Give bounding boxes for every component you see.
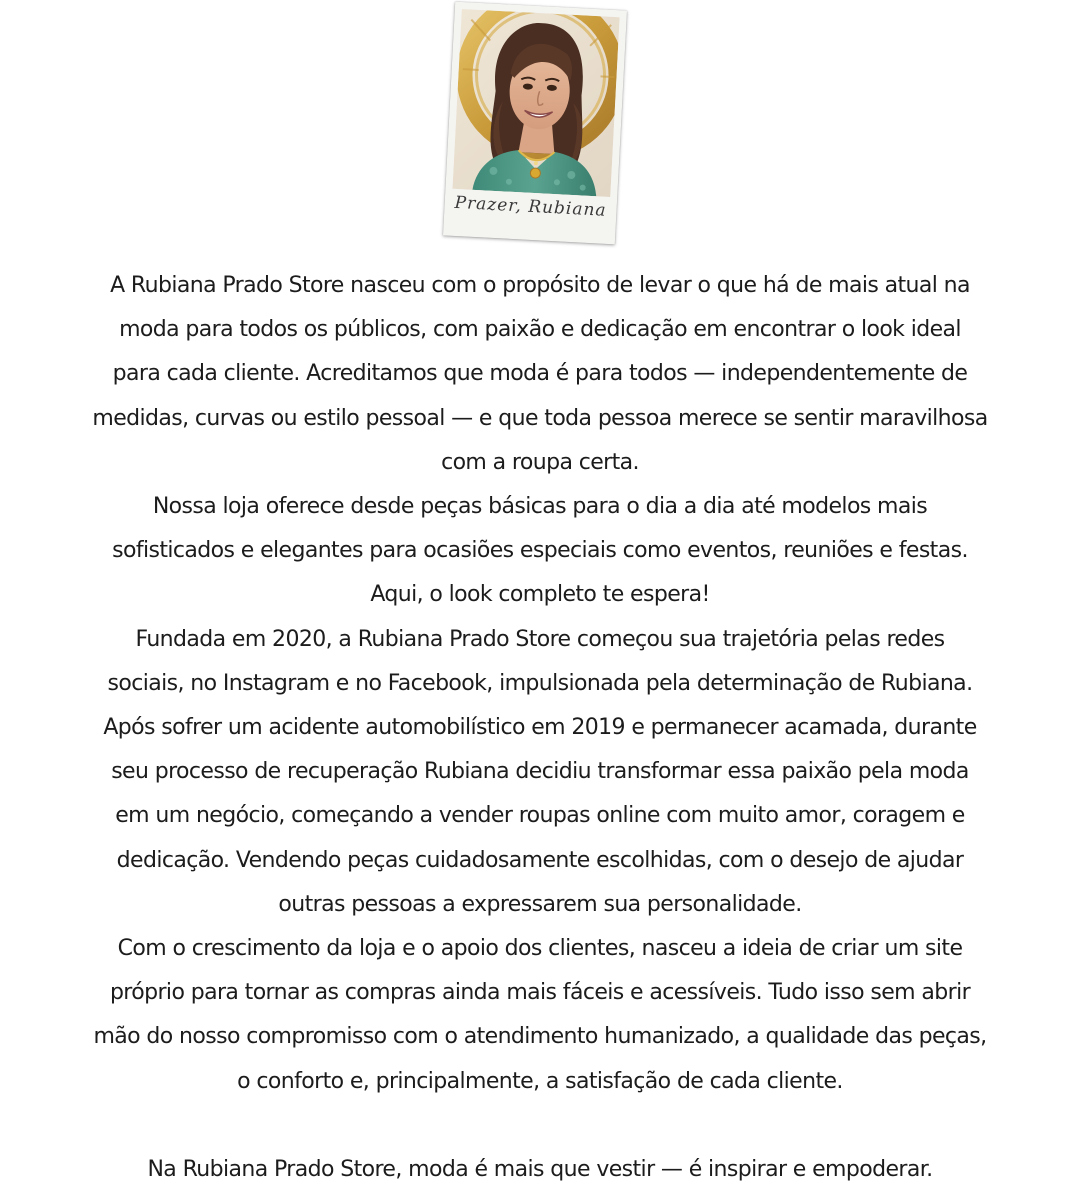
polaroid-caption: Prazer, Rubiana xyxy=(454,192,608,221)
about-paragraph-1 xyxy=(40,264,1040,485)
portrait-photo xyxy=(452,9,619,197)
text-line: Nossa loja oferece desde peças básicas para o dia a dia até modelos mais xyxy=(152,494,928,520)
closing-statement xyxy=(40,1148,1040,1192)
text-line: Aqui, o look completo te espera! xyxy=(370,582,710,608)
text-line: sofisticados e elegantes para ocasiões especiais como eventos, reuniões e festas. xyxy=(112,538,968,564)
text-line: para cada cliente. Acreditamos que moda é para todos — independentemente de xyxy=(112,361,968,387)
text-line: próprio para tornar as compras ainda mais fáceis e acessíveis. Tudo isso sem abrir xyxy=(109,980,971,1006)
text-line: outras pessoas a expressarem sua personalidade. xyxy=(278,891,802,917)
about-paragraph-3 xyxy=(40,618,1040,927)
text-line: com a roupa certa. xyxy=(441,449,639,475)
text-line: o conforto e, principalmente, a satisfação de cada cliente. xyxy=(237,1068,843,1094)
about-text xyxy=(40,264,1040,1192)
text-line: seu processo de recuperação Rubiana decidiu transformar essa paixão pela moda xyxy=(111,759,969,785)
polaroid-frame xyxy=(443,2,627,245)
text-line: Após sofrer um acidente automobilístico em 2019 e permanecer acamada, durante xyxy=(103,715,977,741)
text-line: mão do nosso compromisso com o atendimento humanizado, a qualidade das peças, xyxy=(93,1024,987,1050)
about-paragraph-4 xyxy=(40,927,1040,1104)
text-line: medidas, curvas ou estilo pessoal — e que toda pessoa merece se sentir maravilhosa xyxy=(92,405,988,431)
profile-polaroid xyxy=(443,2,627,245)
text-line: Fundada em 2020, a Rubiana Prado Store começou sua trajetória pelas redes xyxy=(135,626,945,652)
text-line: Na Rubiana Prado Store, moda é mais que vestir — é inspirar e empoderar. xyxy=(147,1157,933,1183)
text-line: Com o crescimento da loja e o apoio dos clientes, nasceu a ideia de criar um site xyxy=(117,936,963,962)
text-line: sociais, no Instagram e no Facebook, impulsionada pela determinação de Rubiana. xyxy=(107,670,973,696)
text-line: A Rubiana Prado Store nasceu com o propósito de levar o que há de mais atual na xyxy=(110,273,970,298)
text-line: dedicação. Vendendo peças cuidadosamente escolhidas, com o desejo de ajudar xyxy=(116,847,964,873)
text-line: moda para todos os públicos, com paixão e dedicação em encontrar o look ideal xyxy=(119,317,961,343)
text-line: em um negócio, começando a vender roupas online com muito amor, coragem e xyxy=(115,803,965,829)
about-paragraph-2 xyxy=(40,485,1040,618)
